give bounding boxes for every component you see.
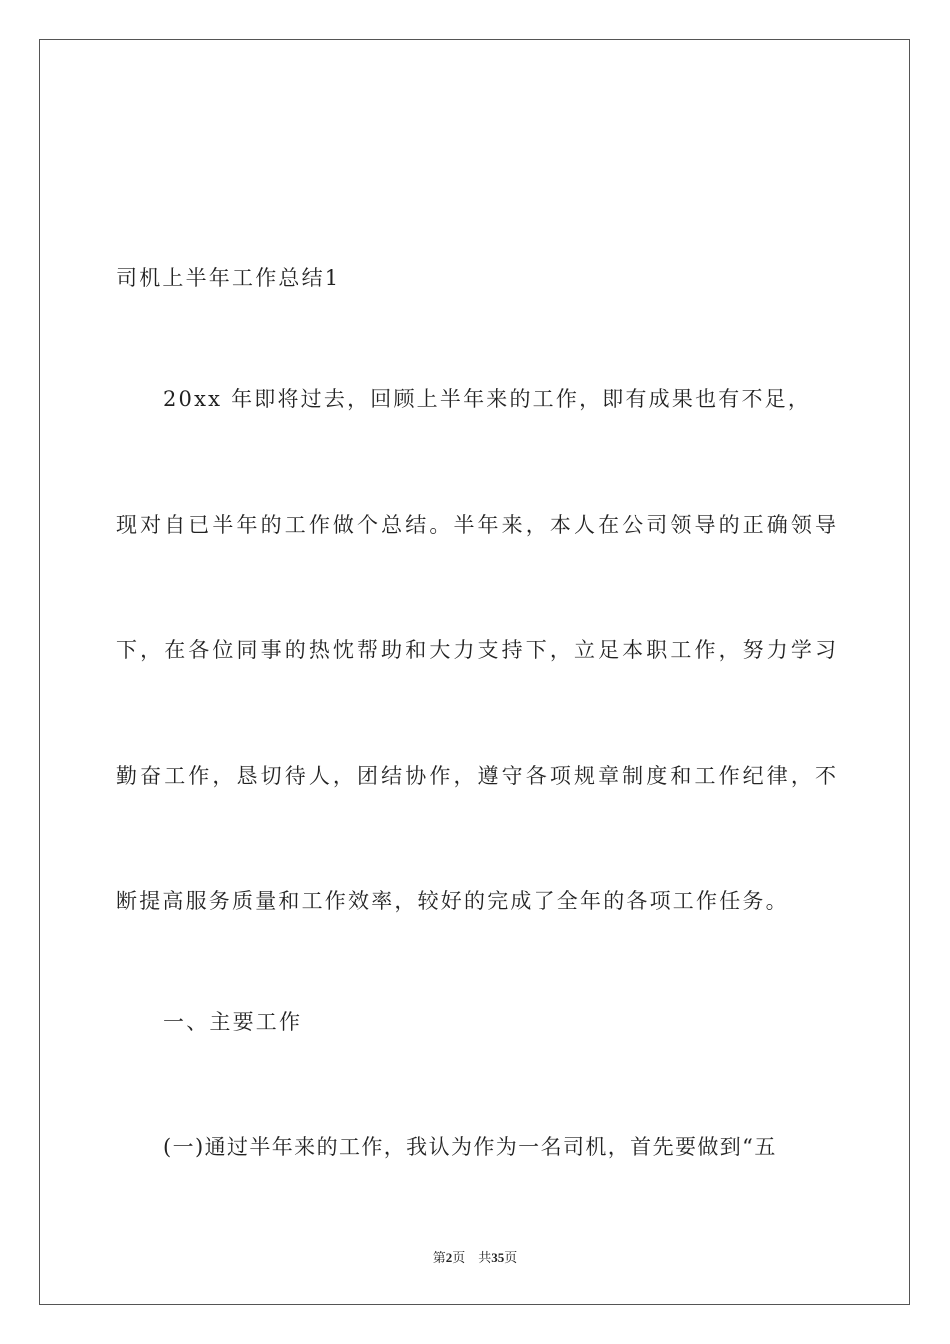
document-title: 司机上半年工作总结1 xyxy=(116,266,341,290)
paragraph-line-1: 20xx 年即将过去，回顾上半年来的工作，即有成果也有不足， xyxy=(163,387,812,411)
section-heading: 一、主要工作 xyxy=(163,1010,303,1034)
footer-total-pages: 35 xyxy=(491,1250,505,1265)
paragraph-line-2: 现对自已半年的工作做个总结。半年来，本人在公司领导的正确领导 xyxy=(116,513,836,537)
page-footer xyxy=(0,1247,950,1266)
footer-mid: 页 共 xyxy=(452,1251,492,1266)
page-border xyxy=(39,39,910,1305)
paragraph-line-4: 勤奋工作，恳切待人，团结协作，遵守各项规章制度和工作纪律，不 xyxy=(116,764,836,788)
footer-prefix: 第 xyxy=(432,1251,446,1266)
footer-suffix: 页 xyxy=(504,1251,518,1266)
footer-current-page: 2 xyxy=(445,1250,453,1265)
paragraph-line-5: 断提高服务质量和工作效率，较好的完成了全年的各项工作任务。 xyxy=(116,889,789,913)
paragraph-line-3: 下，在各位同事的热忱帮助和大力支持下，立足本职工作，努力学习 xyxy=(116,638,836,662)
item-line: (一)通过半年来的工作，我认为作为一名司机，首先要做到“五 xyxy=(163,1135,777,1159)
